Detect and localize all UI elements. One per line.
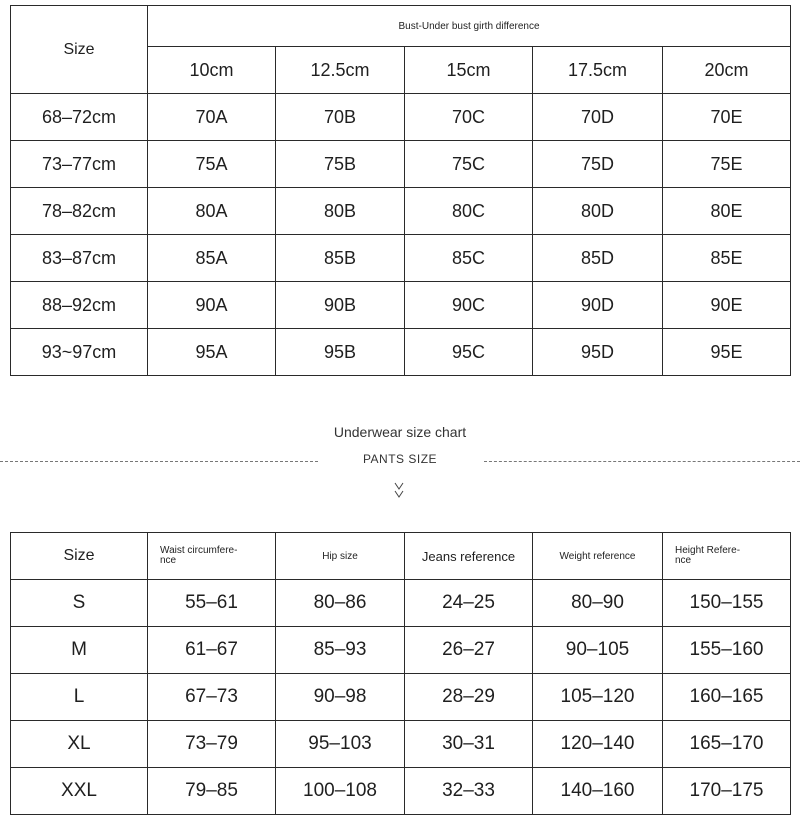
weight-cell: 120–140 <box>533 721 663 768</box>
bra-size-corner-label: Size <box>11 6 148 94</box>
bra-size-cell: 75B <box>276 141 405 188</box>
height-cell: 155–160 <box>663 627 791 674</box>
table-row <box>11 580 791 627</box>
bra-size-cell: 80C <box>405 188 533 235</box>
hip-header: Hip size <box>276 533 405 580</box>
table-row <box>11 768 791 815</box>
table-row <box>11 721 791 768</box>
bra-size-cell: 85E <box>663 235 791 282</box>
waist-cell: 67–73 <box>148 674 276 721</box>
height-cell: 150–155 <box>663 580 791 627</box>
jeans-cell: 30–31 <box>405 721 533 768</box>
hip-cell: 95–103 <box>276 721 405 768</box>
table-row <box>11 282 791 329</box>
double-chevron-down-icon <box>389 480 409 502</box>
difference-header: 20cm <box>663 47 791 94</box>
bra-size-cell: 70C <box>405 94 533 141</box>
bra-size-cell: 85C <box>405 235 533 282</box>
pants-size-cell: L <box>11 674 148 721</box>
bra-size-cell: 90B <box>276 282 405 329</box>
bra-size-cell: 80A <box>148 188 276 235</box>
pants-size-table <box>10 532 791 815</box>
difference-header: 12.5cm <box>276 47 405 94</box>
weight-header: Weight reference <box>533 533 663 580</box>
bra-size-cell: 95B <box>276 329 405 376</box>
bra-size-cell: 75A <box>148 141 276 188</box>
weight-cell: 80–90 <box>533 580 663 627</box>
waist-header-line1: Waist circumfere- <box>160 545 238 556</box>
bra-size-cell: 90A <box>148 282 276 329</box>
underbust-range-cell: 83–87cm <box>11 235 148 282</box>
weight-cell: 140–160 <box>533 768 663 815</box>
bra-size-cell: 90D <box>533 282 663 329</box>
hip-cell: 100–108 <box>276 768 405 815</box>
table-row <box>11 94 791 141</box>
bra-size-cell: 80D <box>533 188 663 235</box>
underbust-range-cell: 88–92cm <box>11 282 148 329</box>
bra-size-cell: 75C <box>405 141 533 188</box>
jeans-cell: 26–27 <box>405 627 533 674</box>
bra-size-cell: 70D <box>533 94 663 141</box>
waist-header-line2: nce <box>160 555 177 566</box>
bra-size-cell: 75E <box>663 141 791 188</box>
table-row <box>11 674 791 721</box>
underbust-range-cell: 93~97cm <box>11 329 148 376</box>
underbust-range-cell: 73–77cm <box>11 141 148 188</box>
height-cell: 165–170 <box>663 721 791 768</box>
waist-cell: 73–79 <box>148 721 276 768</box>
bra-size-cell: 70E <box>663 94 791 141</box>
underwear-size-chart-caption: Underwear size chart <box>333 424 467 440</box>
bra-size-cell: 90C <box>405 282 533 329</box>
jeans-cell: 32–33 <box>405 768 533 815</box>
bra-size-cell: 70A <box>148 94 276 141</box>
height-cell: 170–175 <box>663 768 791 815</box>
height-cell: 160–165 <box>663 674 791 721</box>
pants-size-cell: XXL <box>11 768 148 815</box>
difference-header: 10cm <box>148 47 276 94</box>
table-row <box>11 141 791 188</box>
waist-cell: 79–85 <box>148 768 276 815</box>
table-row <box>11 627 791 674</box>
underbust-range-cell: 68–72cm <box>11 94 148 141</box>
waist-cell: 61–67 <box>148 627 276 674</box>
hip-cell: 90–98 <box>276 674 405 721</box>
table-row <box>11 188 791 235</box>
height-header <box>663 533 791 580</box>
pants-size-header: Size <box>11 533 148 580</box>
pants-size-label: PANTS SIZE <box>362 452 438 466</box>
waist-header <box>148 533 276 580</box>
jeans-header: Jeans reference <box>405 533 533 580</box>
bra-size-table <box>10 5 791 376</box>
waist-cell: 55–61 <box>148 580 276 627</box>
bra-size-cell: 95A <box>148 329 276 376</box>
table-row <box>11 329 791 376</box>
bra-size-cell: 75D <box>533 141 663 188</box>
bra-size-cell: 95E <box>663 329 791 376</box>
pants-size-cell: S <box>11 580 148 627</box>
bra-size-cell: 85A <box>148 235 276 282</box>
height-header-line1: Height Refere- <box>675 545 741 556</box>
table-row <box>11 235 791 282</box>
pants-size-cell: M <box>11 627 148 674</box>
bra-size-cell: 85B <box>276 235 405 282</box>
bra-size-cell: 80E <box>663 188 791 235</box>
underbust-range-cell: 78–82cm <box>11 188 148 235</box>
bra-size-cell: 90E <box>663 282 791 329</box>
bust-difference-group-header: Bust-Under bust girth difference <box>148 6 791 47</box>
height-header-line2: nce <box>675 555 692 566</box>
bra-size-cell: 70B <box>276 94 405 141</box>
bra-size-cell: 95D <box>533 329 663 376</box>
bra-size-cell: 85D <box>533 235 663 282</box>
difference-header: 17.5cm <box>533 47 663 94</box>
weight-cell: 105–120 <box>533 674 663 721</box>
pants-size-cell: XL <box>11 721 148 768</box>
hip-cell: 85–93 <box>276 627 405 674</box>
weight-cell: 90–105 <box>533 627 663 674</box>
jeans-cell: 28–29 <box>405 674 533 721</box>
difference-header: 15cm <box>405 47 533 94</box>
bra-size-cell: 80B <box>276 188 405 235</box>
jeans-cell: 24–25 <box>405 580 533 627</box>
hip-cell: 80–86 <box>276 580 405 627</box>
bra-size-cell: 95C <box>405 329 533 376</box>
